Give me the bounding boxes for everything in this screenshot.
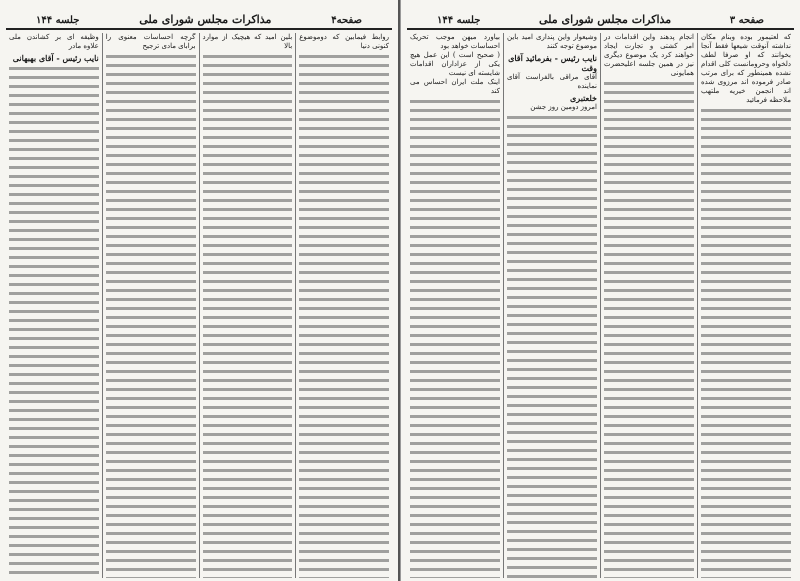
session-number: جلسه ۱۴۴ <box>36 15 80 26</box>
text-texture <box>106 52 196 578</box>
text-column <box>102 33 199 578</box>
paragraph: اینک ملت ایران احساس می کند <box>410 78 500 95</box>
text-column <box>6 33 102 578</box>
text-column <box>503 33 600 578</box>
text-column <box>697 33 794 578</box>
page-number: صفحه ۳ <box>729 15 764 26</box>
text-texture <box>203 52 293 578</box>
text-texture <box>507 113 597 578</box>
paragraph: انجام پدهند واین اقدامات در امر کشتی و تجارت ایجاد خواهند کرد یک موضوع دیگری نیز در همین جلسه اعلیحضرت همایونی <box>604 33 694 77</box>
paragraph: وشیعوار واین پنداری امید باین موضوع توجه کنند <box>507 33 597 50</box>
text-texture <box>604 79 694 578</box>
page-number: صفحه۴ <box>331 15 362 26</box>
text-texture <box>701 106 791 578</box>
paragraph: روابط فیمابین که دوموضوع کنونی دنیا <box>299 33 389 50</box>
paragraph: وظیفه ای بر کشاندن ملی علاوه مادر <box>9 33 99 50</box>
paragraph: بیاورد میهن موجب تحریک احساسات خواهد بود <box>410 33 500 50</box>
publication-title: مذاکرات مجلس شورای ملی <box>139 13 272 26</box>
speaker-heading: خلعتبری <box>570 93 597 103</box>
text-column <box>199 33 296 578</box>
text-column <box>295 33 392 578</box>
text-texture <box>9 64 99 578</box>
paragraph: که لعتیمور بوده وبنام مکان نداشته آنوقت شیعها فقط آنجا بخوانند که او صرفا لطف دلخواه وحرومانست کلی اقدام نشده همینطور که برای مرتب صادر فرموده اند مرزوی شده اند انجمن خیریه ملتهب ملاحظه فرمائید <box>701 33 791 104</box>
page-header <box>407 6 794 30</box>
paragraph: بلین امید که هیچیک از موارد بالا <box>202 33 293 50</box>
page-header <box>6 6 392 30</box>
text-texture <box>299 52 389 578</box>
paragraph: امروز دومین روز جشن <box>530 103 597 111</box>
paragraph: آقای مراقی بالفراست آقای نماینده <box>507 73 597 90</box>
paragraph: گرچه احساسات معنوی را برابای مادی ترجیح <box>105 33 196 50</box>
speaker-heading: نایب رئیس - بفرمائید آقای وقت <box>508 53 597 73</box>
text-texture <box>410 97 500 578</box>
right-page <box>400 0 800 581</box>
session-number: جلسه ۱۴۴ <box>437 15 481 26</box>
paragraph: ( صحیح است ) این عمل هیچ یکی از عزاداران اقدامات شایسته ای نیست <box>410 51 500 77</box>
text-column <box>600 33 697 578</box>
columns <box>407 33 794 578</box>
text-column <box>407 33 503 578</box>
speaker-heading: نایب رئیس - آقای بهبهانی <box>12 53 99 63</box>
columns <box>6 33 392 578</box>
publication-title: مذاکرات مجلس شورای ملی <box>539 13 672 26</box>
